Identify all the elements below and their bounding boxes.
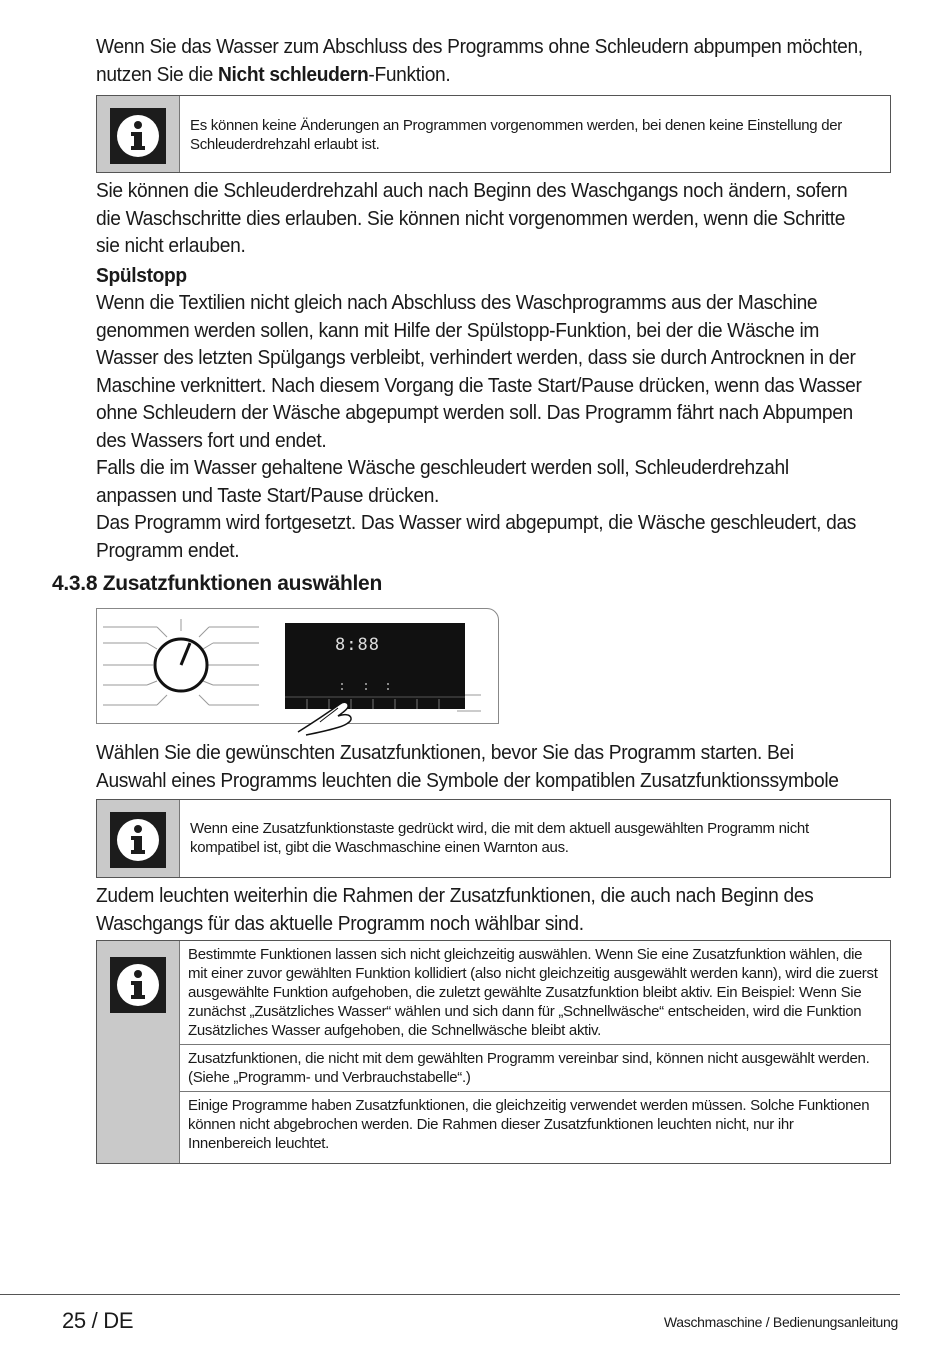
rinse-hold-paragraph-2: Falls die im Wasser gehaltene Wäsche geschleudert werden soll, Schleuderdrehzahl anpassen und Taste Start/Pause drücken. [96,457,789,507]
frames-paragraph: Zudem leuchten weiterhin die Rahmen der Zusatzfunktionen, die auch nach Beginn des Waschgangs für das aktuelle Programm noch wählbar sind. [96,885,814,935]
document-title: Waschmaschine / Bedienungsanleitung [663,1314,898,1330]
pointing-hand-icon [296,696,366,736]
intro-bold-term: Nicht schleudern [217,63,369,86]
info-box-spin-speed [96,95,891,173]
info-text-mandatory-options: Einige Programme haben Zusatzfunktionen, die gleichzeitig verwendet werden müssen. Solche Funktionen können nicht abgebrochen werden. Die Rahmen dieser Zusatzfunktionen leuchten nicht, nur ihr Innenbereich leuchtet. [180,1091,890,1157]
footer-divider [0,1294,900,1295]
display-time: 8:88 [335,635,380,655]
info-text: Es können keine Änderungen an Programmen vorgenommen werden, bei denen keine Einstellung der Schleuderdrehzahl erlaubt ist. [190,117,843,153]
info-icon [110,108,166,164]
info-box-option-rules [96,940,891,1164]
spin-change-paragraph: Sie können die Schleuderdrehzahl auch nach Beginn des Waschgangs noch ändern, sofern die Waschschritte dies erlauben. Sie können nicht vorgenommen werden, wenn die Schritte sie nicht erlauben. [96,180,848,257]
intro-text: Wenn Sie das Wasser zum Abschluss des Programms ohne Schleudern abpumpen möchten, nutzen Sie die [96,36,863,86]
rinse-hold-paragraph-3: Das Programm wird fortgesetzt. Das Wasser wird abgepumpt, die Wäsche geschleudert, das Programm endet. [96,512,857,562]
page-number: 25 / DE [62,1308,134,1333]
info-icon-column [97,96,180,172]
intro-text-end: -Funktion. [368,63,451,86]
intro-paragraph [96,34,864,89]
section-heading: 4.3.8 Zusatzfunktionen auswählen [52,572,382,595]
select-options-paragraph: Wählen Sie die gewünschten Zusatzfunktionen, bevor Sie das Programm starten. Bei Auswahl eines Programms leuchten die Symbole der kompatiblen Zusatzfunktionssymbole [96,742,839,792]
info-icon [110,812,166,868]
rinse-hold-paragraph-1: Wenn die Textilien nicht gleich nach Abschluss des Waschprogramms aus der Maschine genommen werden sollen, kann mit Hilfe der Spülstopp-Funktion, bei der die Wäsche im Wasser des letzten Spülgangs verbleibt, verhindert werden, dass sie durch Antrocknen in der Maschine verknittert. Nach diesem Vorgang die Taste Start/Pause drücken, wenn das Wasser ohne Schleudern der Wäsche abgepumpt werden soll. Das Programm fährt nach Abpumpen des Wassers fort und endet. [96,292,862,452]
info-icon-column [97,800,180,877]
rinse-hold-heading: Spülstopp [96,265,187,287]
info-icon [110,957,166,1013]
info-text: Wenn eine Zusatzfunktionstaste gedrückt wird, die mit dem aktuell ausgewählten Programm nicht kompatibel ist, gibt die Waschmaschine einen Warnton aus. [190,820,809,856]
info-text-incompatible-options: Zusatzfunktionen, die nicht mit dem gewählten Programm vereinbar sind, können nicht ausgewählt werden. (Siehe „Programm- und Verbrauchstabelle“.) [180,1044,890,1091]
info-box-warning-tone [96,799,891,878]
info-text-conflicting-options: Bestimmte Funktionen lassen sich nicht gleichzeitig auswählen. Wenn Sie eine Zusatzfunktion wählen, die mit einer zuvor gewählten Funktion kollidiert (also nicht gleichzeitig ausgewählt werden kann), wird die zuerst ausgewählte Funktion aufgehoben, die zuletzt gewählte Zusatzfunktion bleibt aktiv. Ein Beispiel: Wenn Sie zunächst „Zusätzliches Wasser“ wählen und sich dann für „Schnellwäsche“ entscheiden, wird die Funktion Zusätzliches Wasser aufgehoben, die Schnellwäsche bleibt aktiv. [188,946,878,1039]
info-icon-column [97,941,180,1163]
